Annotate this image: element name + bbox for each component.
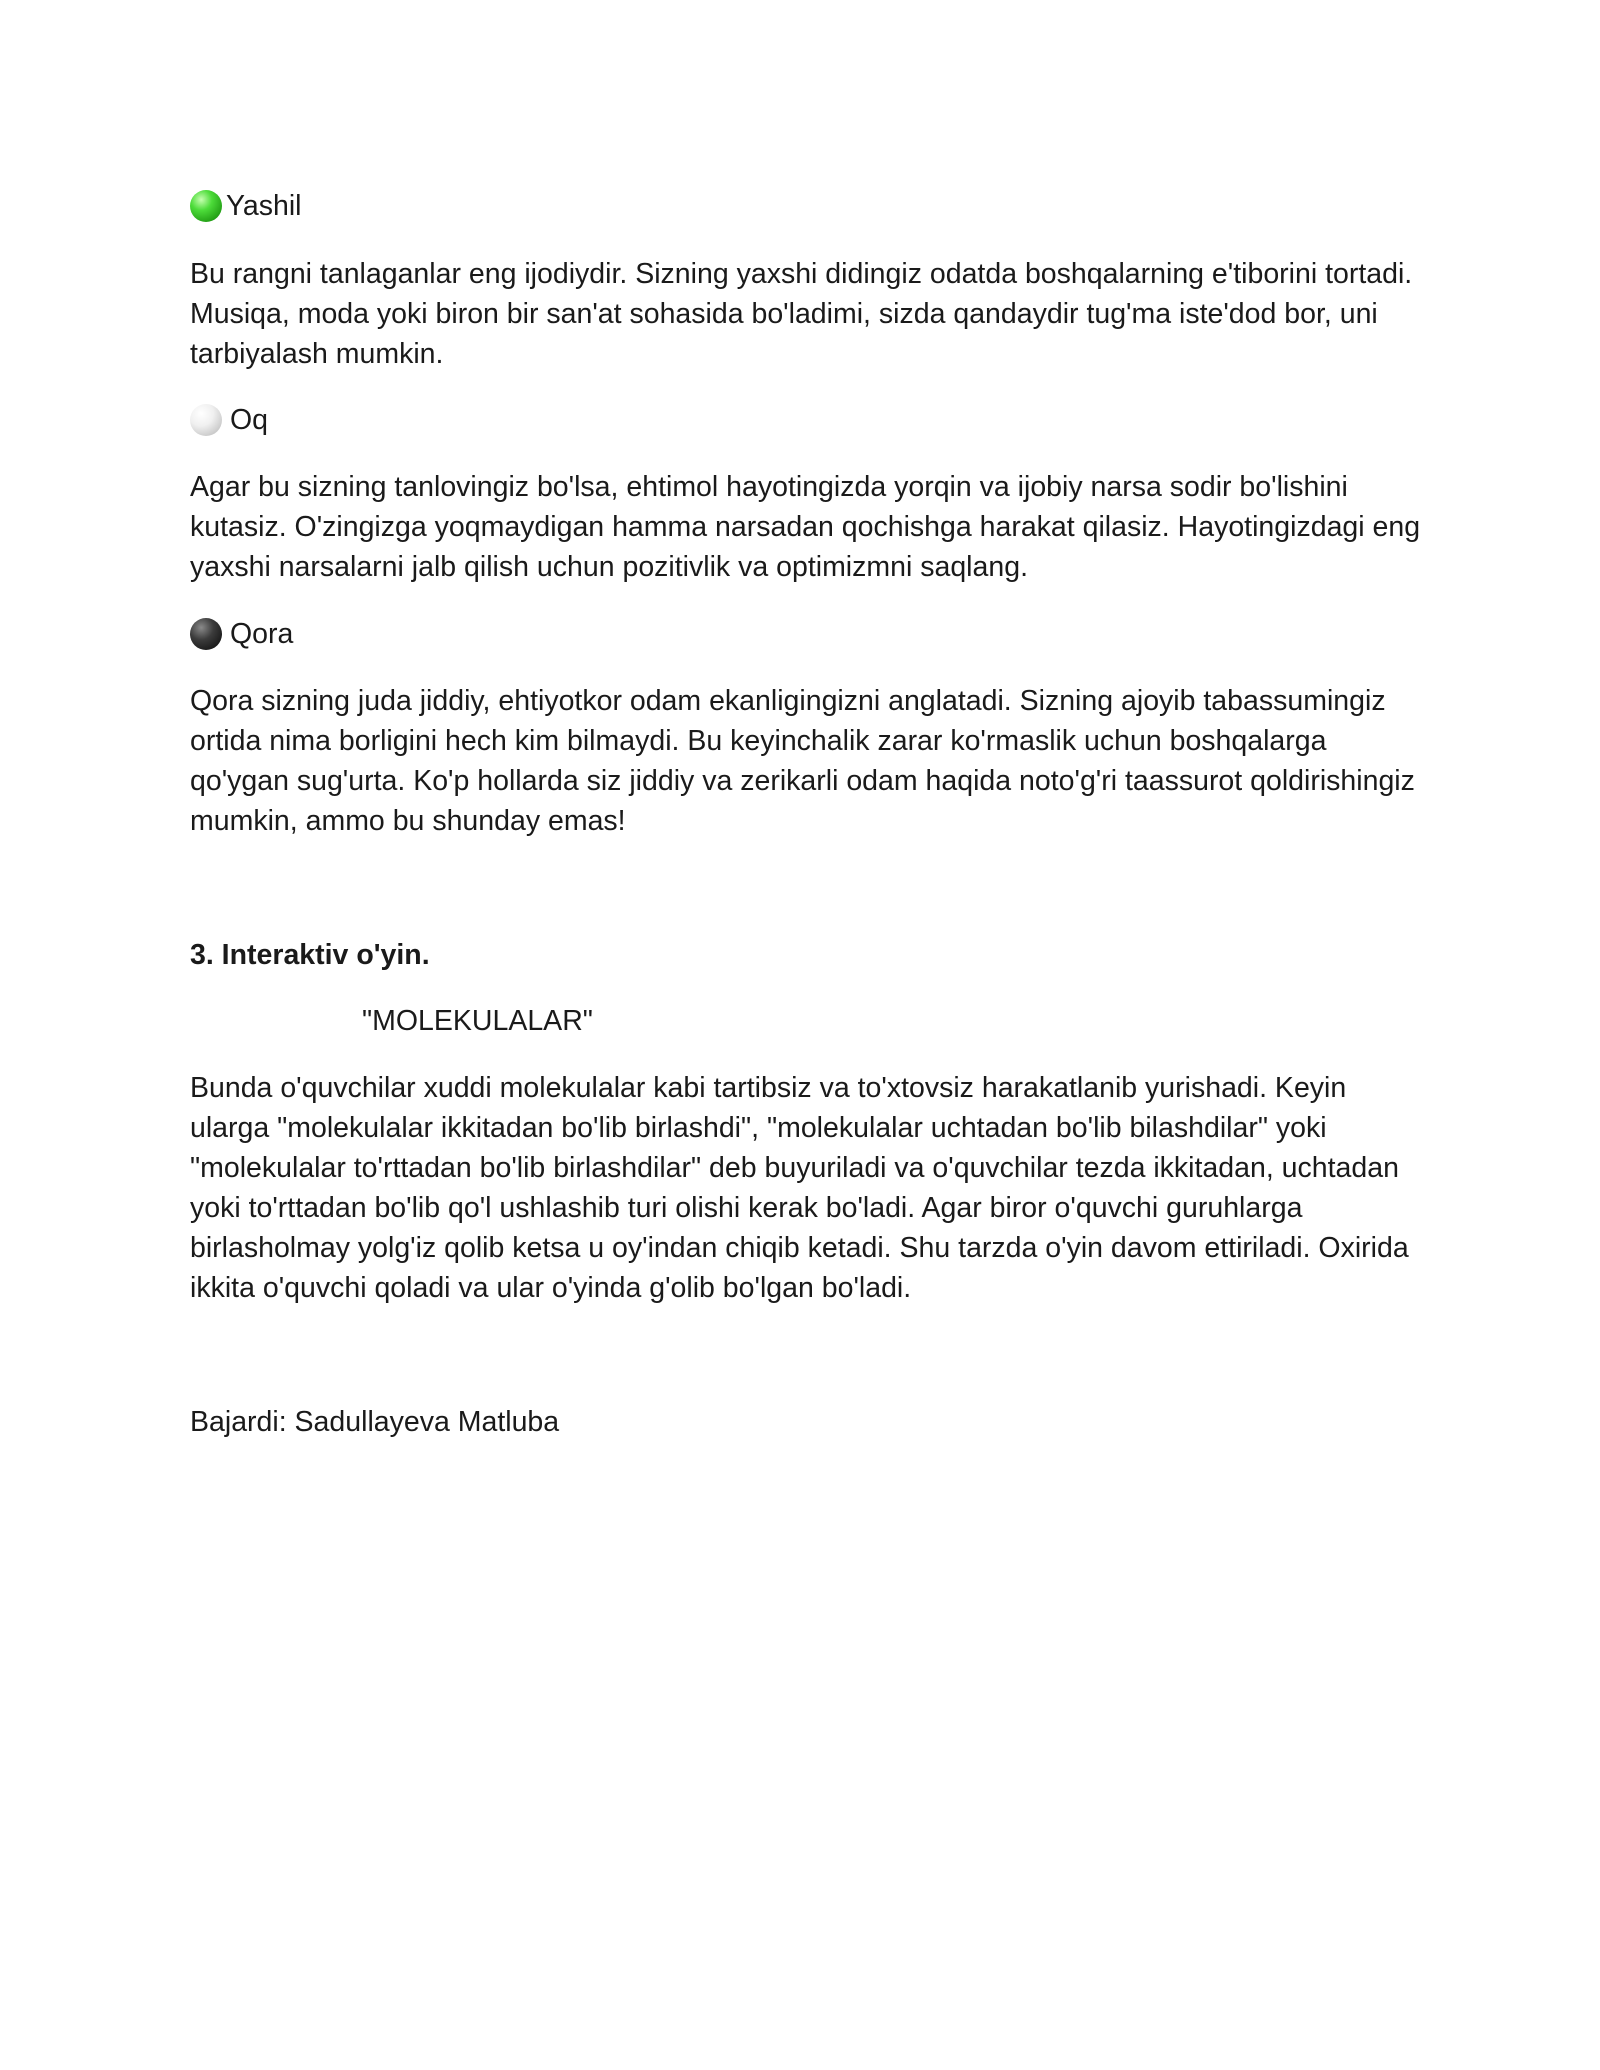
- section-text-oq: Agar bu sizning tanlovingiz bo'lsa, ehtimol hayotingizda yorqin va ijobiy narsa sodir bo'lishini kutasiz. O'zingizga yoqmaydigan hamma narsadan qochishga harakat qilasiz. Hayotingizdagi eng yaxshi narsalarni jalb qilish uchun pozitivlik va optimizmni saqlang.: [190, 471, 1421, 583]
- white-ball-icon: [190, 404, 222, 436]
- section-title-yashil: Yashil: [226, 190, 302, 222]
- green-ball-icon: [190, 190, 222, 222]
- game-name: "MOLEKULALAR": [362, 1005, 593, 1037]
- section-title-qora: Qora: [230, 618, 294, 650]
- section-text-qora: Qora sizning juda jiddiy, ehtiyotkor odam ekanligingizni anglatadi. Sizning ajoyib tabassumingiz ortida nima borligini hech kim bilmaydi. Bu keyinchalik zarar ko'rmaslik uchun boshqalarga qo'ygan sug'urta. Ko'p hollarda siz jiddiy va zerikarli odam haqida noto'g'ri taassurot qoldirishingiz mumkin, ammo bu shunday emas!: [190, 685, 1415, 837]
- black-ball-icon: [190, 618, 222, 650]
- author-line: Bajardi: Sadullayeva Matluba: [190, 1406, 560, 1438]
- section-heading-yashil: [190, 186, 302, 226]
- section-heading-qora: [190, 614, 293, 654]
- section-title-oq: Oq: [230, 404, 269, 436]
- section-heading-oq: [190, 400, 268, 440]
- game-text: Bunda o'quvchilar xuddi molekulalar kabi tartibsiz va to'xtovsiz harakatlanib yurishadi. Keyin ularga "molekulalar ikkitadan bo'lib birlashdi", "molekulalar uchtadan bo'lib bilashdilar" yoki "molekulalar to'rttadan bo'lib birlashdilar" deb buyuriladi va o'quvchilar tezda ikkitadan, uchtadan yoki to'rttadan bo'lib qo'l ushlashib turi olishi kerak bo'ladi. Agar biror o'quvchi guruhlarga birlasholmay yolg'iz qolib ketsa u oy'indan chiqib ketadi. Shu tarzda o'yin davom ettiriladi. Oxirida ikkita o'quvchi qoladi va ular o'yinda g'olib bo'lgan bo'ladi.: [190, 1072, 1409, 1304]
- section-text-yashil: Bu rangni tanlaganlar eng ijodiydir. Sizning yaxshi didingiz odatda boshqalarning e'tiborini tortadi. Musiqa, moda yoki biron bir san'at sohasida bo'ladimi, sizda qandaydir tug'ma iste'dod bor, uni tarbiyalash mumkin.: [190, 258, 1413, 370]
- game-heading: 3. Interaktiv o'yin.: [190, 939, 430, 971]
